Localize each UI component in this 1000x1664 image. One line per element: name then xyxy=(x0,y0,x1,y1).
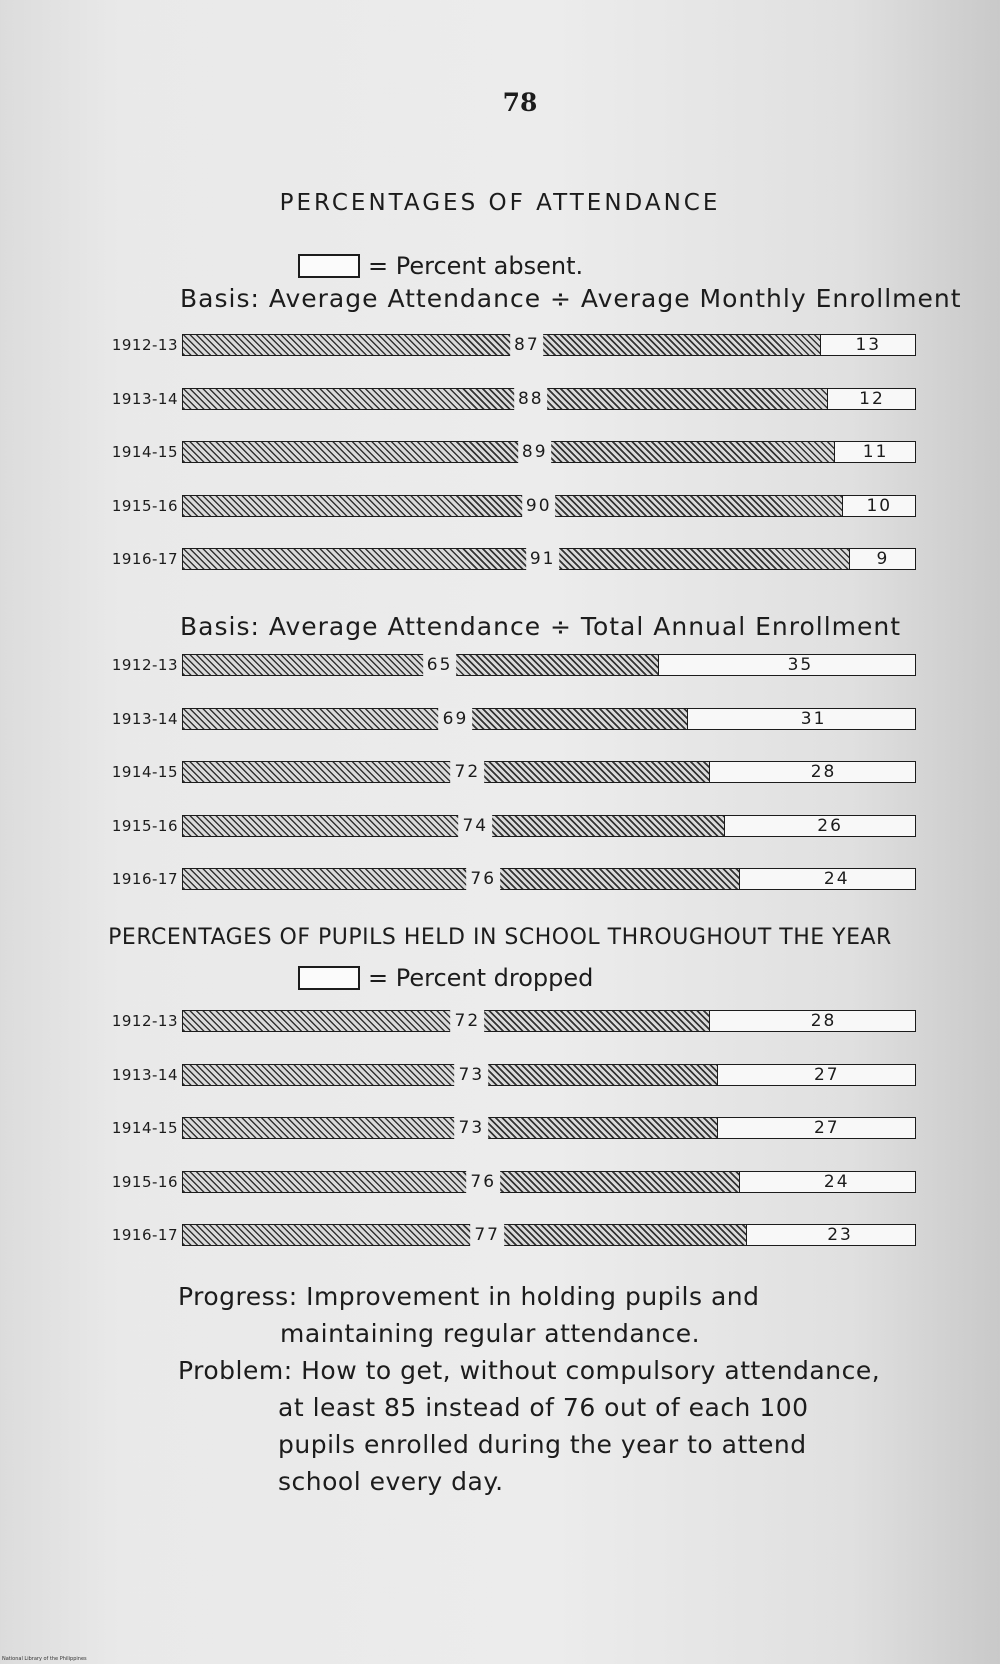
year-label: 1915-16 xyxy=(111,496,178,515)
dropped-legend xyxy=(298,964,593,992)
year-label: 1912-13 xyxy=(111,656,178,674)
bar-fill xyxy=(182,1117,718,1139)
year-label: 1913-14 xyxy=(111,1065,178,1084)
year-label: 1916-17 xyxy=(111,550,178,568)
bar-value-label: 77 xyxy=(470,1224,504,1246)
remainder-label: 12 xyxy=(859,388,885,409)
absent-legend xyxy=(298,252,583,280)
problem-line: school every day. xyxy=(278,1467,504,1496)
year-label: 1914-15 xyxy=(111,443,178,461)
year-label: 1912-13 xyxy=(111,1012,178,1030)
bar-value-label: 90 xyxy=(522,495,556,517)
notes xyxy=(178,1278,880,1500)
bar-fill xyxy=(182,708,688,730)
bar-value-label: 72 xyxy=(451,1010,485,1032)
bar-fill xyxy=(182,495,843,517)
legend-swatch xyxy=(298,254,360,278)
bar-fill xyxy=(182,1064,718,1086)
year-label: 1916-17 xyxy=(111,1226,178,1244)
bar-value-label: 76 xyxy=(466,868,500,890)
legend-text: = Percent dropped xyxy=(368,964,594,992)
chart-basis-title: Basis: Average Attendance ÷ Average Monthly Enrollment xyxy=(180,284,962,313)
bar-value-label: 76 xyxy=(466,1171,500,1193)
remainder-label: 28 xyxy=(810,1011,837,1031)
bar-fill xyxy=(182,1224,747,1246)
bar-fill xyxy=(182,548,850,570)
bar-fill xyxy=(182,761,710,783)
footer-credit: National Library of the Philippines xyxy=(2,1656,87,1662)
problem-line: pupils enrolled during the year to attend xyxy=(278,1430,807,1459)
legend-text: = Percent absent. xyxy=(368,252,584,280)
year-label: 1914-15 xyxy=(111,763,178,781)
remainder-label: 9 xyxy=(876,549,890,569)
year-label: 1915-16 xyxy=(111,1172,178,1191)
problem-line: How to get, without compulsory attendance, xyxy=(301,1356,881,1385)
remainder-label: 24 xyxy=(823,1171,850,1192)
bar-value-label: 73 xyxy=(455,1117,489,1139)
attendance-title: PERCENTAGES OF ATTENDANCE xyxy=(279,190,721,216)
bar-fill xyxy=(182,1171,740,1193)
page-number: 78 xyxy=(502,88,538,117)
year-label: 1916-17 xyxy=(111,870,178,888)
year-label: 1912-13 xyxy=(111,336,178,354)
year-label: 1914-15 xyxy=(111,1119,178,1137)
remainder-label: 27 xyxy=(813,1118,840,1138)
remainder-label: 24 xyxy=(823,869,850,889)
bar-value-label: 73 xyxy=(455,1064,489,1086)
bar-fill xyxy=(182,334,821,356)
chart-basis-title: Basis: Average Attendance ÷ Total Annual Enrollment xyxy=(180,612,902,641)
remainder-label: 11 xyxy=(862,442,889,462)
held-title: PERCENTAGES OF PUPILS HELD IN SCHOOL THROUGHOUT THE YEAR xyxy=(108,925,892,950)
bar-fill xyxy=(182,868,740,890)
bar-value-label: 87 xyxy=(510,334,544,356)
bar-fill xyxy=(182,441,835,463)
progress-line: Improvement in holding pupils and xyxy=(306,1282,760,1311)
problem-line: at least 85 instead of 76 out of each 100 xyxy=(278,1393,809,1422)
remainder-label: 28 xyxy=(810,762,837,782)
bar-fill xyxy=(182,1010,710,1032)
remainder-label: 31 xyxy=(800,708,827,729)
bar-fill xyxy=(182,388,828,410)
year-label: 1913-14 xyxy=(111,389,178,408)
bar-value-label: 72 xyxy=(451,761,485,783)
legend-swatch xyxy=(298,966,360,990)
remainder-label: 27 xyxy=(813,1064,840,1085)
bar-value-label: 88 xyxy=(514,388,548,410)
progress-line: maintaining regular attendance. xyxy=(280,1319,701,1348)
problem-label: Problem: xyxy=(178,1356,293,1385)
bar-value-label: 89 xyxy=(518,441,552,463)
remainder-label: 23 xyxy=(827,1225,853,1245)
remainder-label: 26 xyxy=(817,815,843,836)
bar-fill xyxy=(182,815,725,837)
year-label: 1913-14 xyxy=(111,709,178,728)
bar-fill xyxy=(182,654,659,676)
remainder-label: 13 xyxy=(855,335,882,355)
bar-value-label: 91 xyxy=(526,548,560,570)
bar-value-label: 65 xyxy=(423,654,457,676)
bar-value-label: 74 xyxy=(458,815,492,837)
bar-value-label: 69 xyxy=(439,708,473,730)
progress-label: Progress: xyxy=(178,1282,298,1311)
remainder-label: 35 xyxy=(787,655,814,675)
remainder-label: 10 xyxy=(866,495,893,516)
year-label: 1915-16 xyxy=(111,816,178,835)
